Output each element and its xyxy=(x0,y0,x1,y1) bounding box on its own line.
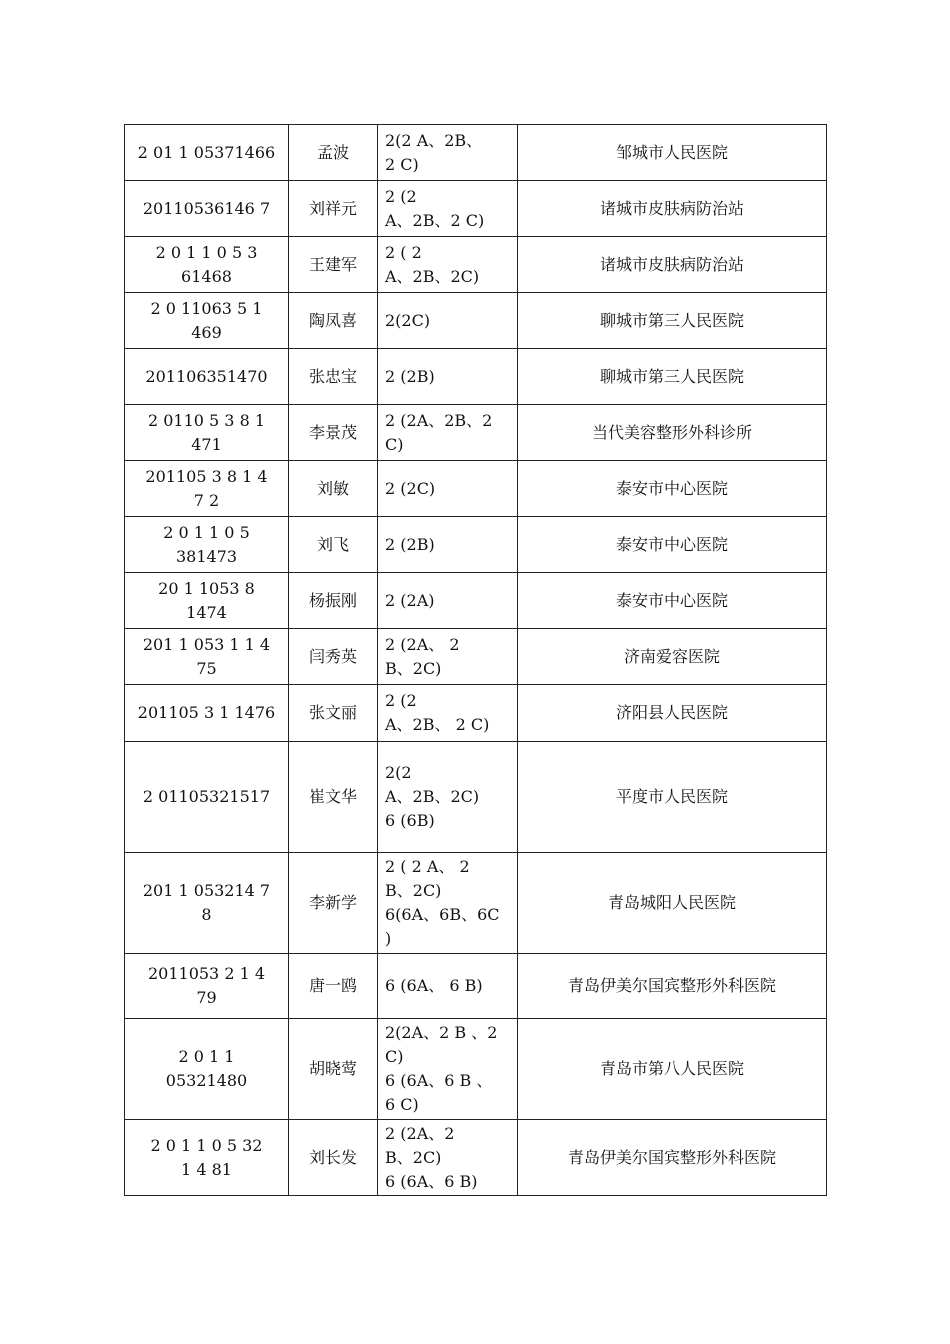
table-row xyxy=(125,293,827,349)
table-row xyxy=(125,742,827,853)
table-row xyxy=(125,405,827,461)
person-name-cell: 杨振刚 xyxy=(289,573,378,629)
person-name-cell: 李新学 xyxy=(289,853,378,954)
cert-number-cell: 2 0 11063 5 1 469 xyxy=(125,293,289,349)
table-row xyxy=(125,349,827,405)
grade-cell: 2(2 A、2B、2C) 6 (6B) xyxy=(378,742,518,853)
cert-number-cell: 201106351470 xyxy=(125,349,289,405)
cert-number-cell: 2 0 1 1 05321480 xyxy=(125,1019,289,1120)
person-name-cell: 刘长发 xyxy=(289,1120,378,1196)
table-row xyxy=(125,1120,827,1196)
cert-number-cell: 2 0 1 1 0 5 381473 xyxy=(125,517,289,573)
organization-cell: 平度市人民医院 xyxy=(518,742,827,853)
organization-cell: 泰安市中心医院 xyxy=(518,517,827,573)
organization-cell: 邹城市人民医院 xyxy=(518,125,827,181)
person-name-cell: 张文丽 xyxy=(289,685,378,742)
table-row xyxy=(125,237,827,293)
cert-number-cell: 2 0110 5 3 8 1 471 xyxy=(125,405,289,461)
person-name-cell: 王建军 xyxy=(289,237,378,293)
organization-cell: 诸城市皮肤病防治站 xyxy=(518,181,827,237)
grade-cell: 2 (2 A、2B、 2 C) xyxy=(378,685,518,742)
person-name-cell: 胡晓莺 xyxy=(289,1019,378,1120)
table-body xyxy=(125,125,827,1196)
cert-number-cell: 201 1 053214 7 8 xyxy=(125,853,289,954)
grade-cell: 2 ( 2 A、2B、2C) xyxy=(378,237,518,293)
organization-cell: 聊城市第三人民医院 xyxy=(518,349,827,405)
grade-cell: 2 (2A) xyxy=(378,573,518,629)
organization-cell: 青岛城阳人民医院 xyxy=(518,853,827,954)
cert-number-cell: 2 0 1 1 0 5 3 61468 xyxy=(125,237,289,293)
organization-cell: 青岛伊美尔国宾整形外科医院 xyxy=(518,954,827,1019)
organization-cell: 当代美容整形外科诊所 xyxy=(518,405,827,461)
person-name-cell: 闫秀英 xyxy=(289,629,378,685)
table-row xyxy=(125,853,827,954)
person-name-cell: 刘飞 xyxy=(289,517,378,573)
table-row xyxy=(125,1019,827,1120)
table-row xyxy=(125,181,827,237)
grade-cell: 2 (2C) xyxy=(378,461,518,517)
person-name-cell: 崔文华 xyxy=(289,742,378,853)
grade-cell: 2 (2A、 2 B、2C) xyxy=(378,629,518,685)
person-name-cell: 刘敏 xyxy=(289,461,378,517)
person-name-cell: 张忠宝 xyxy=(289,349,378,405)
cert-number-cell: 20110536146 7 xyxy=(125,181,289,237)
grade-cell: 6 (6A、 6 B) xyxy=(378,954,518,1019)
table-row xyxy=(125,685,827,742)
organization-cell: 青岛伊美尔国宾整形外科医院 xyxy=(518,1120,827,1196)
person-name-cell: 孟波 xyxy=(289,125,378,181)
grade-cell: 2 (2B) xyxy=(378,517,518,573)
grade-cell: 2(2C) xyxy=(378,293,518,349)
organization-cell: 泰安市中心医院 xyxy=(518,461,827,517)
person-name-cell: 刘祥元 xyxy=(289,181,378,237)
cert-number-cell: 2 01105321517 xyxy=(125,742,289,853)
cert-number-cell: 2 01 1 05371466 xyxy=(125,125,289,181)
grade-cell: 2 (2B) xyxy=(378,349,518,405)
organization-cell: 聊城市第三人民医院 xyxy=(518,293,827,349)
certificate-table xyxy=(124,124,827,1196)
grade-cell: 2 (2A、2B、2 C) xyxy=(378,405,518,461)
person-name-cell: 唐一鸥 xyxy=(289,954,378,1019)
table-row xyxy=(125,517,827,573)
table-row xyxy=(125,461,827,517)
table-row xyxy=(125,573,827,629)
grade-cell: 2(2 A、2B、 2 C) xyxy=(378,125,518,181)
table-row xyxy=(125,629,827,685)
cert-number-cell: 201105 3 1 1476 xyxy=(125,685,289,742)
grade-cell: 2 ( 2 A、 2 B、2C) 6(6A、6B、6C ) xyxy=(378,853,518,954)
organization-cell: 诸城市皮肤病防治站 xyxy=(518,237,827,293)
person-name-cell: 陶凤喜 xyxy=(289,293,378,349)
cert-number-cell: 20 1 1053 8 1474 xyxy=(125,573,289,629)
cert-number-cell: 201 1 053 1 1 4 75 xyxy=(125,629,289,685)
table-row xyxy=(125,954,827,1019)
table-row xyxy=(125,125,827,181)
cert-number-cell: 201105 3 8 1 4 7 2 xyxy=(125,461,289,517)
organization-cell: 济南爱容医院 xyxy=(518,629,827,685)
organization-cell: 泰安市中心医院 xyxy=(518,573,827,629)
grade-cell: 2 (2A、2 B、2C) 6 (6A、6 B) xyxy=(378,1120,518,1196)
person-name-cell: 李景茂 xyxy=(289,405,378,461)
cert-number-cell: 2011053 2 1 4 79 xyxy=(125,954,289,1019)
grade-cell: 2 (2 A、2B、2 C) xyxy=(378,181,518,237)
organization-cell: 济阳县人民医院 xyxy=(518,685,827,742)
organization-cell: 青岛市第八人民医院 xyxy=(518,1019,827,1120)
cert-number-cell: 2 0 1 1 0 5 32 1 4 81 xyxy=(125,1120,289,1196)
grade-cell: 2(2A、2 B 、2 C) 6 (6A、6 B 、 6 C) xyxy=(378,1019,518,1120)
